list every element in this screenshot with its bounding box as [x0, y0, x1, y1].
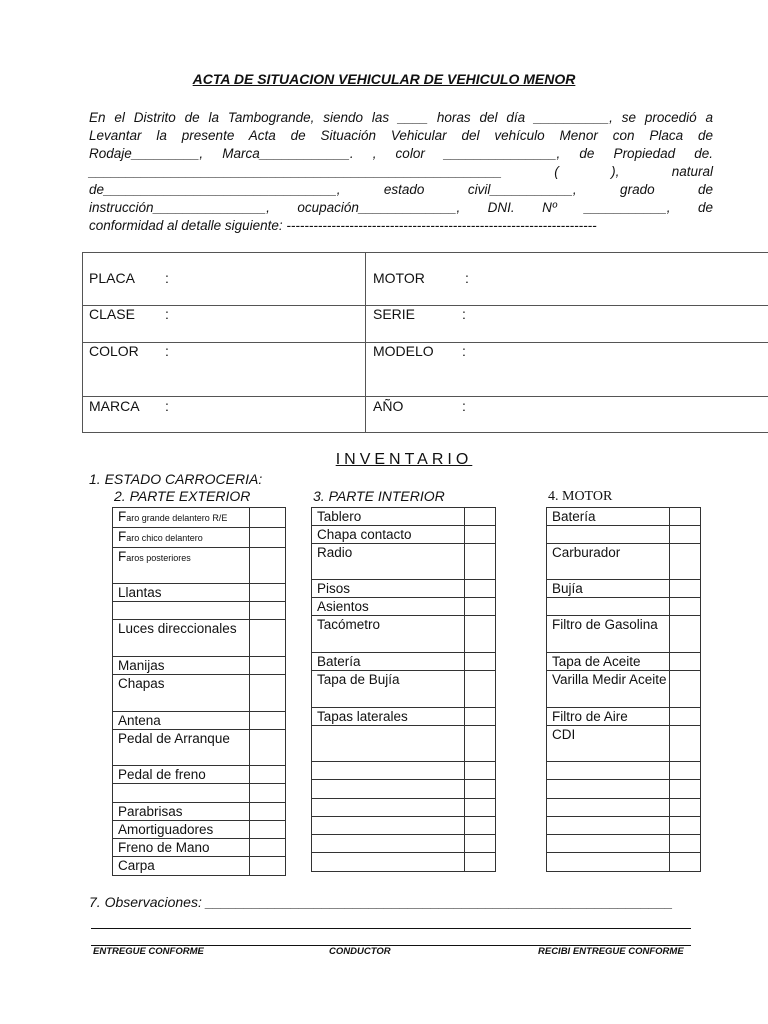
list-item: Asientos [312, 598, 465, 616]
clase-colon: : [165, 306, 169, 322]
check-cell[interactable] [465, 708, 496, 726]
table-row [312, 835, 496, 853]
list-item [113, 784, 250, 803]
table-row [312, 508, 496, 526]
check-cell[interactable] [670, 671, 701, 708]
interior-table [311, 507, 496, 872]
list-item: Tapa de Bujía [312, 671, 465, 708]
list-item: Chapas [113, 675, 250, 712]
table-row [113, 548, 286, 584]
table-row [547, 835, 701, 853]
table-row [547, 508, 701, 526]
list-item [547, 799, 670, 817]
check-cell[interactable] [250, 821, 286, 839]
table-row [113, 657, 286, 675]
parte-interior-label: 3. PARTE INTERIOR [313, 488, 445, 504]
check-cell[interactable] [465, 853, 496, 872]
check-cell[interactable] [250, 657, 286, 675]
table-row [113, 508, 286, 528]
observaciones-label: 7. Observaciones: ____________________________________________________________ [89, 894, 673, 910]
list-item: Tacómetro [312, 616, 465, 653]
serie-colon: : [462, 306, 466, 322]
table-row [113, 839, 286, 857]
modelo-label: MODELO [373, 343, 434, 359]
serie-label: SERIE [373, 306, 416, 322]
check-cell[interactable] [250, 528, 286, 548]
list-item [312, 799, 465, 817]
list-item: Batería [312, 653, 465, 671]
table-row [113, 528, 286, 548]
list-item: Pisos [312, 580, 465, 598]
table-row [113, 857, 286, 876]
check-cell[interactable] [465, 780, 496, 799]
check-cell[interactable] [465, 726, 496, 762]
check-cell[interactable] [250, 675, 286, 712]
check-cell[interactable] [465, 671, 496, 708]
check-cell[interactable] [670, 780, 701, 799]
list-item [547, 526, 670, 544]
list-item: Varilla Medir Aceite [547, 671, 670, 708]
check-cell[interactable] [250, 803, 286, 821]
check-cell[interactable] [670, 526, 701, 544]
observaciones-line[interactable] [91, 928, 691, 929]
color-label: COLOR [89, 343, 139, 359]
list-item: Tapas laterales [312, 708, 465, 726]
document-title: ACTA DE SITUACION VEHICULAR DE VEHICULO MENOR [192, 71, 576, 87]
check-cell[interactable] [670, 853, 701, 872]
marca-colon: : [165, 398, 169, 414]
placa-colon: : [165, 270, 169, 286]
modelo-colon: : [462, 343, 466, 359]
list-item [547, 780, 670, 799]
list-item: Pedal de freno [113, 766, 250, 784]
table-row [312, 708, 496, 726]
list-item [547, 598, 670, 616]
item-label: aro grande delantero R/E [126, 513, 228, 523]
table-row [547, 780, 701, 799]
list-item: Carburador [547, 544, 670, 580]
list-item: Bujía [547, 580, 670, 598]
vehicle-data-grid [82, 252, 768, 433]
table-row [312, 762, 496, 780]
item-initial: F [118, 509, 127, 524]
check-cell[interactable] [250, 730, 286, 766]
check-cell[interactable] [670, 508, 701, 526]
table-row [113, 712, 286, 730]
list-item: Manijas [113, 657, 250, 675]
check-cell[interactable] [670, 580, 701, 598]
table-row [312, 544, 496, 580]
list-item [312, 835, 465, 853]
motor-colon: : [465, 270, 469, 286]
table-row [312, 616, 496, 653]
list-item: Freno de Mano [113, 839, 250, 857]
item-label: aro chico delantero [126, 533, 203, 543]
table-row [547, 853, 701, 872]
placa-label: PLACA [89, 270, 135, 286]
check-cell[interactable] [465, 817, 496, 835]
check-cell[interactable] [250, 766, 286, 784]
list-item: Pedal de Arranque [113, 730, 250, 766]
list-item [547, 835, 670, 853]
list-item [312, 853, 465, 872]
list-item [312, 762, 465, 780]
check-cell[interactable] [670, 708, 701, 726]
item-initial: F [118, 529, 127, 544]
table-row [547, 544, 701, 580]
list-item: Filtro de Gasolina [547, 616, 670, 653]
table-row [113, 803, 286, 821]
check-cell[interactable] [670, 799, 701, 817]
check-cell[interactable] [670, 835, 701, 853]
check-cell[interactable] [670, 598, 701, 616]
table-row [113, 784, 286, 803]
table-row [547, 799, 701, 817]
table-row [113, 766, 286, 784]
anio-colon: : [462, 398, 466, 414]
list-item [113, 602, 250, 620]
motor-section-label: 4. MOTOR [548, 489, 613, 504]
intro-line: conformidad al detalle siguiente: --------------------------------------------------------------------- [89, 218, 597, 233]
signature-recibi-entregue-conforme: RECIBI ENTREGUE CONFORME [538, 946, 684, 957]
check-cell[interactable] [670, 726, 701, 762]
list-item: Luces direccionales [113, 620, 250, 657]
intro-line: Levantar la presente Acta de Situación Vehicular del vehículo Menor con Placa de [89, 128, 713, 143]
list-item: Tablero [312, 508, 465, 526]
check-cell[interactable] [250, 839, 286, 857]
intro-line: En el Distrito de la Tambogrande, siendo las ____ horas del día __________, se procedió a [89, 110, 713, 125]
table-row [312, 799, 496, 817]
check-cell[interactable] [465, 762, 496, 780]
check-cell[interactable] [250, 602, 286, 620]
table-row [312, 598, 496, 616]
table-row [547, 762, 701, 780]
list-item: Parabrisas [113, 803, 250, 821]
list-item [547, 817, 670, 835]
check-cell[interactable] [465, 580, 496, 598]
table-row [312, 580, 496, 598]
check-cell[interactable] [465, 544, 496, 580]
table-row [312, 526, 496, 544]
table-row [547, 671, 701, 708]
check-cell[interactable] [465, 598, 496, 616]
intro-line: instrucción_______________, ocupación_____________, DNI. Nº ___________, de [89, 200, 713, 215]
table-row [312, 653, 496, 671]
list-item [312, 780, 465, 799]
motor-table [546, 507, 701, 872]
marca-label: MARCA [89, 398, 140, 414]
list-item: Tapa de Aceite [547, 653, 670, 671]
check-cell[interactable] [250, 857, 286, 876]
table-row [547, 817, 701, 835]
inventario-heading: INVENTARIO [335, 451, 473, 468]
intro-line: Rodaje_________, Marca____________. , color _______________, de Propiedad de. [89, 146, 713, 161]
table-row [113, 602, 286, 620]
table-row [312, 780, 496, 799]
grid-line [82, 252, 83, 433]
check-cell[interactable] [670, 653, 701, 671]
check-cell[interactable] [465, 835, 496, 853]
list-item [113, 508, 250, 528]
check-cell[interactable] [250, 712, 286, 730]
table-row [547, 726, 701, 762]
list-item [547, 853, 670, 872]
check-cell[interactable] [670, 544, 701, 580]
intro-line: de_______________________________, estado civil___________, grado de [89, 182, 713, 197]
list-item: Antena [113, 712, 250, 730]
list-item: Carpa [113, 857, 250, 876]
table-row [113, 675, 286, 712]
signature-entregue-conforme: ENTREGUE CONFORME [93, 946, 204, 957]
list-item: Filtro de Aire [547, 708, 670, 726]
list-item: Batería [547, 508, 670, 526]
estado-carroceria-label: 1. ESTADO CARROCERIA: [89, 471, 263, 487]
list-item: Radio [312, 544, 465, 580]
table-row [547, 653, 701, 671]
table-row [312, 853, 496, 872]
check-cell[interactable] [250, 584, 286, 602]
check-cell[interactable] [465, 799, 496, 817]
check-cell[interactable] [465, 653, 496, 671]
table-row [547, 580, 701, 598]
signature-conductor: CONDUCTOR [329, 946, 391, 957]
table-row [113, 620, 286, 657]
table-row [547, 526, 701, 544]
intro-line: _______________________________________________________ ( ), natural [89, 164, 713, 179]
clase-label: CLASE [89, 306, 135, 322]
motor-label: MOTOR [373, 270, 425, 286]
check-cell[interactable] [465, 616, 496, 653]
list-item [312, 726, 465, 762]
table-row [547, 598, 701, 616]
grid-line [365, 252, 366, 433]
list-item: Chapa contacto [312, 526, 465, 544]
table-row [113, 584, 286, 602]
exterior-table [112, 507, 286, 876]
grid-line [82, 252, 768, 253]
check-cell[interactable] [670, 616, 701, 653]
table-row [547, 616, 701, 653]
list-item [312, 817, 465, 835]
parte-exterior-label: 2. PARTE EXTERIOR [114, 488, 251, 504]
anio-label: AÑO [373, 398, 404, 414]
check-cell[interactable] [465, 508, 496, 526]
list-item: CDI [547, 726, 670, 762]
item-initial: F [118, 549, 127, 564]
check-cell[interactable] [670, 817, 701, 835]
grid-line [82, 396, 768, 397]
table-row [547, 708, 701, 726]
table-row [312, 726, 496, 762]
list-item: Amortiguadores [113, 821, 250, 839]
check-cell[interactable] [465, 526, 496, 544]
check-cell[interactable] [250, 620, 286, 657]
table-row [312, 817, 496, 835]
list-item: Llantas [113, 584, 250, 602]
list-item [113, 528, 250, 548]
list-item [547, 762, 670, 780]
check-cell[interactable] [250, 508, 286, 528]
color-colon: : [165, 343, 169, 359]
item-label: aros posteriores [126, 553, 191, 563]
check-cell[interactable] [670, 762, 701, 780]
grid-line [82, 432, 768, 433]
list-item [113, 548, 250, 584]
check-cell[interactable] [250, 548, 286, 584]
table-row [312, 671, 496, 708]
check-cell[interactable] [250, 784, 286, 803]
grid-line [82, 305, 768, 306]
table-row [113, 730, 286, 766]
table-row [113, 821, 286, 839]
